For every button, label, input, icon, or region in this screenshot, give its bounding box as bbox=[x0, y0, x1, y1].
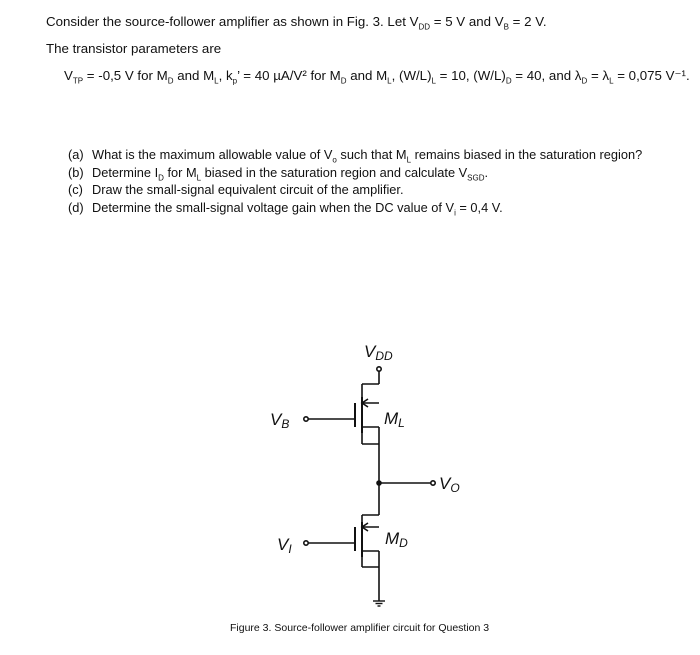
param-text-run: = 10, (W/L) bbox=[435, 68, 506, 83]
param-text-run: , k bbox=[218, 68, 233, 83]
vb-label: VB bbox=[270, 410, 290, 431]
param-text-run: V bbox=[64, 68, 73, 83]
param-subscript: L bbox=[214, 76, 219, 86]
param-subscript: TP bbox=[72, 76, 84, 86]
param-subscript: D bbox=[581, 76, 588, 86]
param-text-run: = 0,075 V⁻¹. bbox=[613, 68, 690, 83]
vdd-label: VDD bbox=[364, 342, 393, 363]
param-text-run: = 40, and λ bbox=[511, 68, 582, 83]
param-text-run: ’ = 40 µA/V² for M bbox=[237, 68, 341, 83]
question-c: (c) Draw the small-signal equivalent circuit of the amplifier. bbox=[68, 182, 404, 197]
circuit-wires bbox=[304, 367, 435, 601]
param-subscript: D bbox=[505, 76, 512, 86]
figure-caption: Figure 3. Source-follower amplifier circuit for Question 3 bbox=[230, 622, 490, 634]
question-b: (b) Determine $I_D$ for $M_L$ biased in the saturation region and calculate $V_{SGD}$. bbox=[68, 165, 489, 183]
vo-terminal bbox=[431, 481, 435, 485]
vi-terminal bbox=[304, 541, 308, 545]
param-text-run: , (W/L) bbox=[391, 68, 432, 83]
vo-label: VO bbox=[439, 474, 460, 495]
param-subscript: D bbox=[340, 76, 347, 86]
problem-intro-line: Consider the source-follower amplifier as shown in Fig. 3. Let $V_{DD} = 5$ V and $V_B = 2$ V. bbox=[46, 14, 547, 32]
question-d: (d) Determine the small-signal voltage gain when the DC value of $V_i = 0,4$ V. bbox=[68, 200, 503, 218]
vb-terminal bbox=[304, 417, 308, 421]
ground-icon bbox=[373, 601, 385, 606]
ml-label: ML bbox=[384, 409, 405, 430]
param-subscript: p bbox=[232, 76, 238, 86]
param-text-run: and M bbox=[346, 68, 388, 83]
param-text-run: and M bbox=[173, 68, 215, 83]
param-text-run: = -0,5 V for M bbox=[83, 68, 168, 83]
param-subscript: L bbox=[431, 76, 436, 86]
param-subscript: L bbox=[609, 76, 614, 86]
parameters-heading: The transistor parameters are bbox=[46, 41, 222, 56]
param-text-run: = λ bbox=[587, 68, 610, 83]
vi-label: VI bbox=[277, 535, 292, 556]
question-a: (a) What is the maximum allowable value of $V_o$ such that $M_L$ remains biased in the saturation region? bbox=[68, 147, 643, 165]
param-subscript: L bbox=[387, 76, 392, 86]
vdd-terminal bbox=[377, 367, 381, 371]
md-label: MD bbox=[385, 529, 408, 550]
param-subscript: D bbox=[167, 76, 174, 86]
